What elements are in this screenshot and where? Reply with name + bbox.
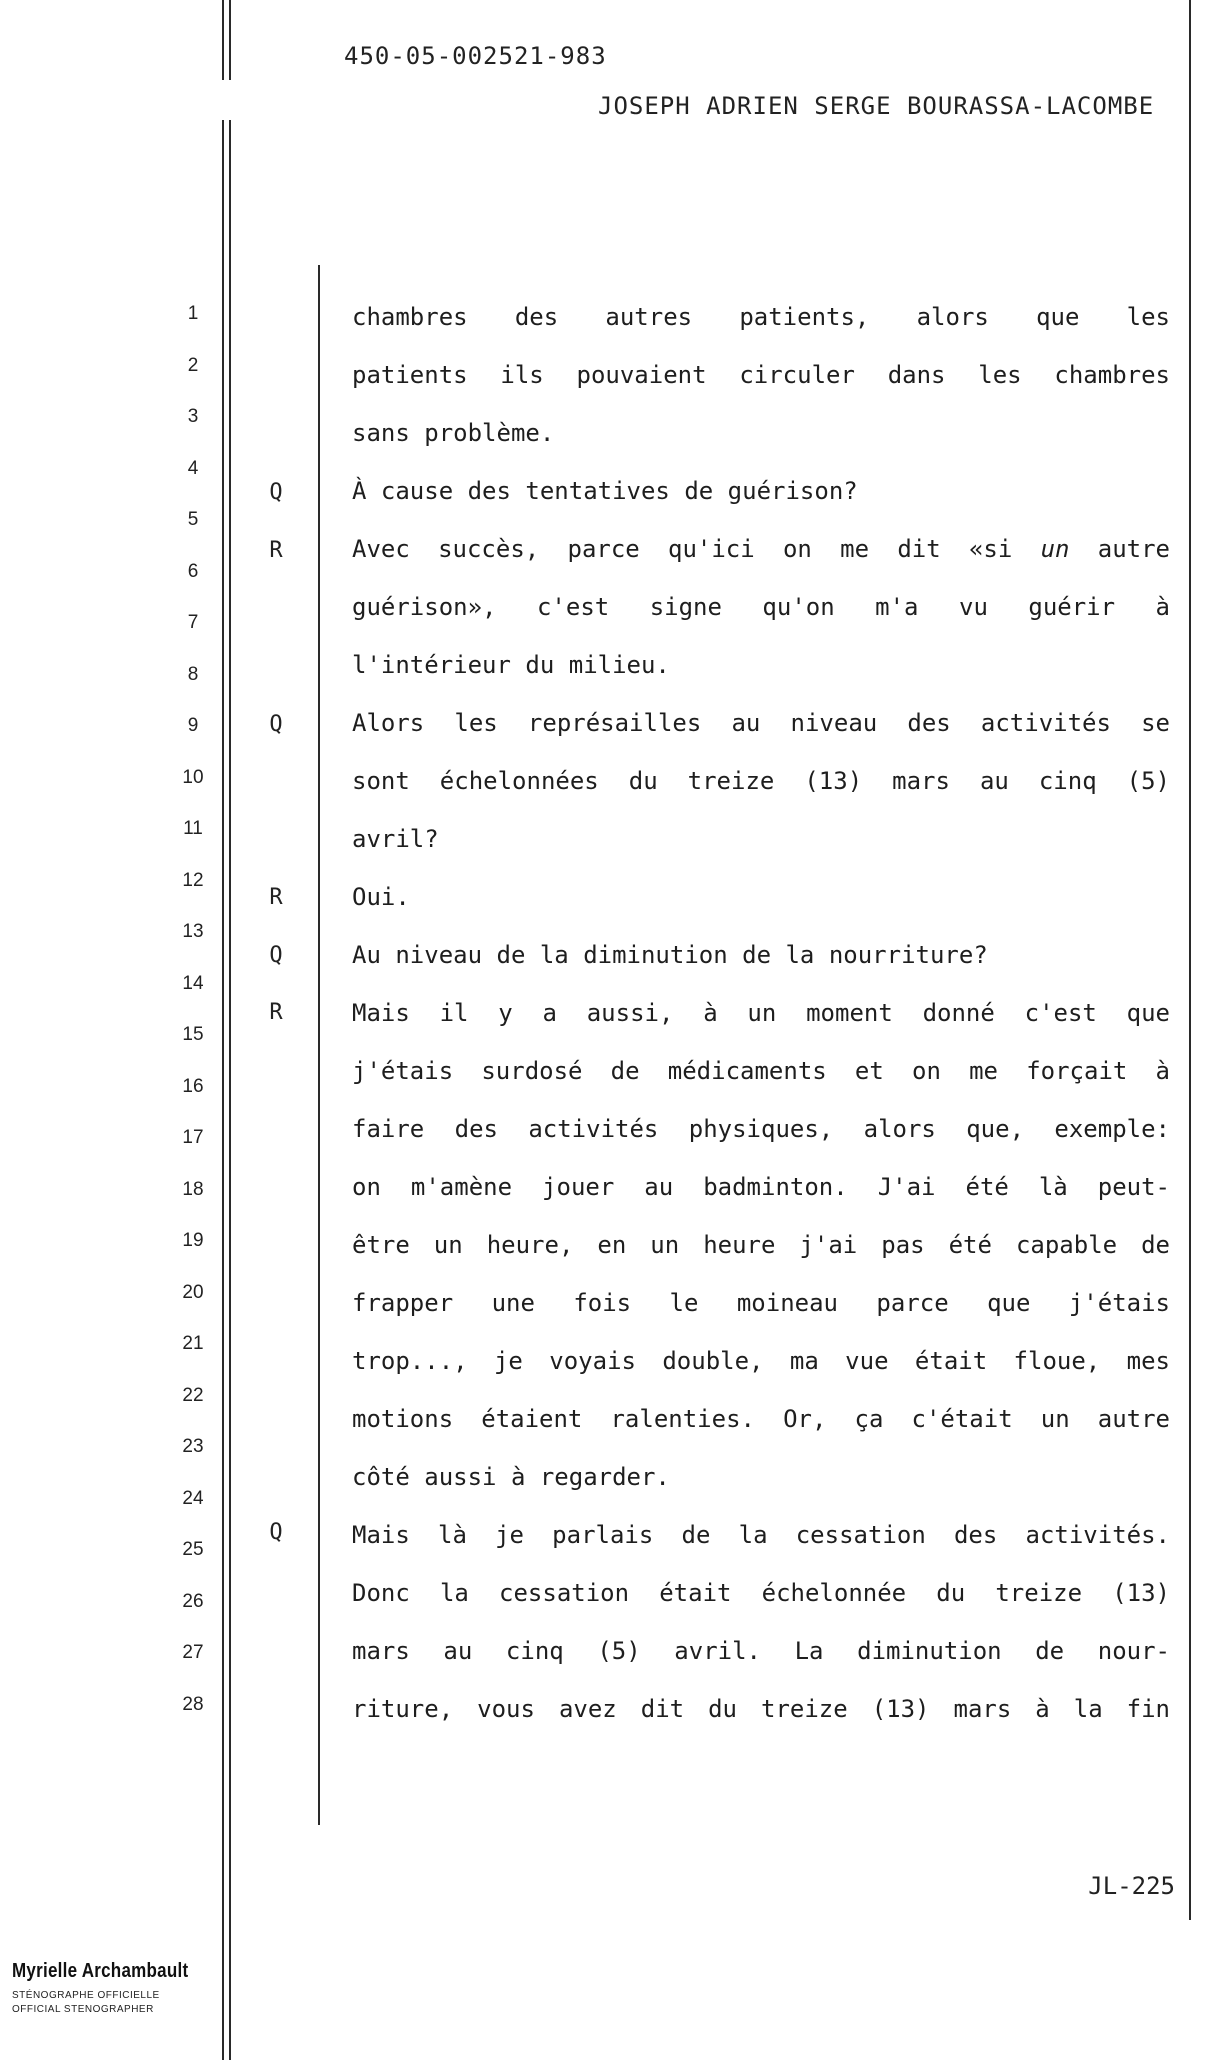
- transcript-line: chambres des autres patients, alors que les: [352, 303, 1170, 331]
- line-number: 22: [182, 1385, 204, 1406]
- file-number: 450-05-002521-983: [344, 42, 607, 70]
- transcript-line: côté aussi à regarder.: [352, 1463, 670, 1491]
- line-number: 6: [187, 561, 199, 582]
- transcript-line: Au niveau de la diminution de la nourriture?: [352, 941, 988, 969]
- transcript-line: [352, 534, 1170, 564]
- line-number: 8: [187, 664, 199, 685]
- transcript-line: j'étais surdosé de médicaments et on me forçait à: [352, 1057, 1170, 1085]
- line-number: 17: [182, 1127, 204, 1148]
- left-margin-rule-1: [222, 0, 224, 80]
- transcript-line: l'intérieur du milieu.: [352, 651, 670, 679]
- transcript-line: Mais il y a aussi, à un moment donné c'est que: [352, 999, 1170, 1027]
- line-number: 1: [187, 303, 199, 324]
- line-number: 11: [183, 818, 203, 839]
- text-segment: Avec succès, parce qu'ici on me dit «si: [352, 535, 1041, 563]
- left-margin-rule-2b: [229, 120, 231, 2060]
- line-number: 14: [182, 973, 204, 994]
- transcript-line: guérison», c'est signe qu'on m'a vu guérir à: [352, 593, 1170, 621]
- qr-column-rule: [318, 265, 320, 1825]
- transcript-line: trop..., je voyais double, ma vue était floue, mes: [352, 1347, 1170, 1375]
- transcript-line: mars au cinq (5) avril. La diminution de nour-: [352, 1637, 1170, 1665]
- line-number: 24: [182, 1488, 204, 1509]
- left-margin-rule-1b: [222, 120, 224, 2060]
- line-number: 15: [182, 1024, 204, 1045]
- transcript-line: Donc la cessation était échelonnée du treize (13): [352, 1579, 1170, 1607]
- transcript-line: faire des activités physiques, alors que, exemple:: [352, 1115, 1170, 1143]
- line-number: 26: [182, 1591, 204, 1612]
- line-number: 16: [182, 1076, 204, 1097]
- transcript-line: Mais là je parlais de la cessation des activités.: [352, 1521, 1170, 1549]
- line-number: 3: [187, 406, 199, 427]
- line-number: 19: [182, 1230, 204, 1251]
- transcript-line: frapper une fois le moineau parce que j'étais: [352, 1289, 1170, 1317]
- answer-marker: R: [269, 538, 283, 563]
- italic-word: un: [1040, 535, 1070, 563]
- line-number: 25: [182, 1539, 204, 1560]
- right-margin-rule: [1189, 0, 1191, 1920]
- transcript-line: sans problème.: [352, 419, 555, 447]
- transcript-line: sont échelonnées du treize (13) mars au cinq (5): [352, 767, 1170, 795]
- line-number: 28: [182, 1694, 204, 1715]
- line-number: 2: [187, 355, 199, 376]
- line-number: 13: [182, 921, 204, 942]
- answer-marker: R: [269, 885, 283, 910]
- question-marker: Q: [269, 712, 283, 737]
- transcript-line: patients ils pouvaient circuler dans les chambres: [352, 361, 1170, 389]
- line-number: 12: [182, 870, 204, 891]
- stenographer-title-fr: STÉNOGRAPHE OFFICIELLE: [12, 1990, 160, 2001]
- answer-marker: R: [269, 1000, 283, 1025]
- question-marker: Q: [269, 480, 283, 505]
- line-number: 21: [182, 1333, 204, 1354]
- transcript-line: Oui.: [352, 883, 410, 911]
- stenographer-name: Myrielle Archambault: [12, 1960, 189, 1982]
- line-number: 9: [187, 715, 199, 736]
- left-margin-rule-2: [229, 0, 231, 80]
- question-marker: Q: [269, 943, 283, 968]
- transcript-line: avril?: [352, 825, 439, 853]
- transcript-line: riture, vous avez dit du treize (13) mars à la fin: [352, 1695, 1170, 1723]
- line-number: 7: [187, 612, 199, 633]
- transcript-line: être un heure, en un heure j'ai pas été capable de: [352, 1231, 1170, 1259]
- transcript-line: motions étaient ralenties. Or, ça c'était un autre: [352, 1405, 1170, 1433]
- question-marker: Q: [269, 1520, 283, 1545]
- line-number: 5: [187, 509, 199, 530]
- witness-name: JOSEPH ADRIEN SERGE BOURASSA-LACOMBE: [598, 92, 1155, 120]
- transcript-line: À cause des tentatives de guérison?: [352, 477, 858, 505]
- text-segment: autre: [1069, 535, 1171, 563]
- line-number: 4: [187, 458, 199, 479]
- line-number: 23: [182, 1436, 204, 1457]
- transcript-line: Alors les représailles au niveau des activités se: [352, 709, 1170, 737]
- line-number: 27: [182, 1642, 204, 1663]
- line-number: 10: [182, 767, 204, 788]
- transcript-line: on m'amène jouer au badminton. J'ai été là peut-: [352, 1173, 1170, 1201]
- stenographer-title-en: OFFICIAL STENOGRAPHER: [12, 2004, 154, 2015]
- page-code: JL-225: [1088, 1872, 1175, 1900]
- line-number: 18: [182, 1179, 204, 1200]
- line-number: 20: [182, 1282, 204, 1303]
